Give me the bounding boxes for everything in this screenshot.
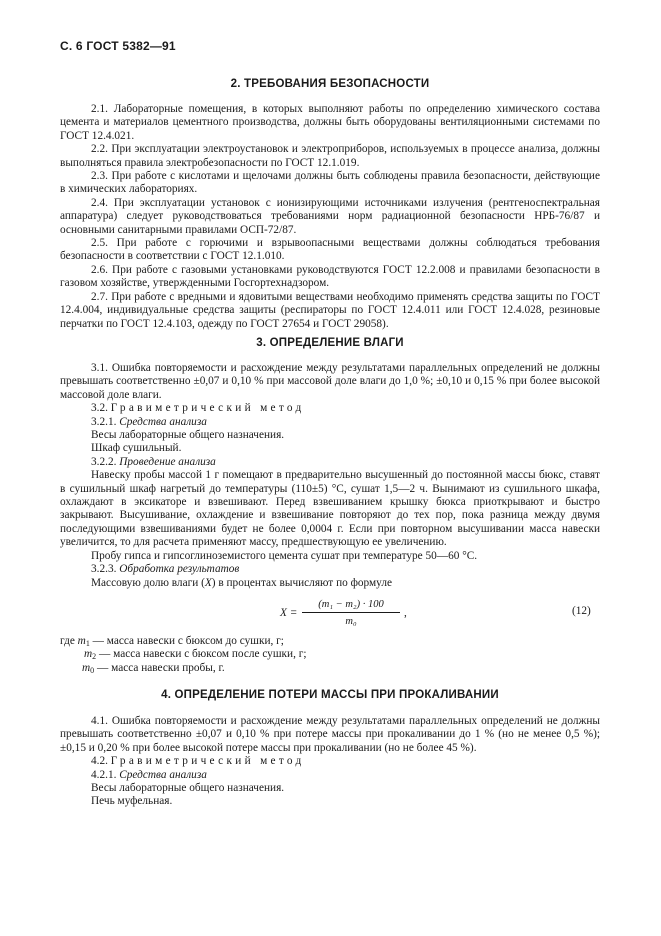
legend-item: $m_2$ — масса навески с бюксом после сушки, г; <box>84 648 307 662</box>
paragraph-2-3: 2.3. При работе с кислотами и щелочами должны быть соблюдены правила безопасности, действующие в химических лабораториях. <box>60 170 600 196</box>
paragraph-2-6: 2.6. При работе с газовыми установками руководствуются ГОСТ 12.2.008 и правилами безопасности в газовом хозяйстве, утвержденными Госгортехнадзором. <box>60 263 600 290</box>
legend-item: где $m_1$ — масса навески с бюксом до сушки, г; <box>60 635 284 648</box>
paragraph-4-1: 4.1. Ошибка повторяемости и расхождение между результатами параллельных определений не должны превышать соответственно ±0,07 и 0,10 % при потере массы при прокаливании до 1 % (но не менее 0,5 %); ±0,15 и 0,20 % при более высокой потере массы при прокаливании (но не более 45 %). <box>60 715 600 754</box>
paragraph-2-7: 2.7. При работе с вредными и ядовитыми веществами необходимо применять средства защиты по ГОСТ 12.4.004, индивидуальные средства защиты (респираторы по ГОСТ 12.4.011 или ГОСТ 12.4.028, резиновые перчатки по ГОСТ 12.4.103, одежду по ГОСТ 27654 и ГОСТ 29058). <box>60 290 600 330</box>
equipment-item: Печь муфельная. <box>91 795 173 808</box>
paragraph-2-2: 2.2. При эксплуатации электроустановок и электроприборов, используемых в процессе анализа, должны выполняться правила электробезопасности по ГОСТ 12.1.019. <box>60 143 600 169</box>
equipment-item: Весы лабораторные общего назначения. <box>91 782 285 795</box>
paragraph-4-2-1: 4.2.1. Средства анализа <box>91 768 207 781</box>
gypsum-note: Пробу гипса и гипсоглиноземистого цемента сушат при температуре 50—60 °С. <box>91 549 478 562</box>
section-2-title: 2. ТРЕБОВАНИЯ БЕЗОПАСНОСТИ <box>230 78 430 90</box>
paragraph-3-2: 3.2. Гравиметрический метод <box>91 402 305 415</box>
running-header: С. 6 ГОСТ 5382—91 <box>60 39 176 53</box>
equipment-item: Весы лабораторные общего назначения. <box>91 429 285 442</box>
paragraph-2-4: 2.4. При эксплуатации установок с ионизирующими источниками излучения (рентгеноспектральная аппаратура) следует руководствоваться требованиями норм радиационной безопасности НРБ-76/87 и основными санитарными правилами ОСП-72/87. <box>60 196 600 236</box>
formula-intro: Массовую долю влаги (X) в процентах вычисляют по формуле <box>91 576 392 589</box>
formula-legend <box>60 635 600 675</box>
paragraph-3-2-1: 3.2.1. Средства анализа <box>91 415 207 428</box>
legend-item: $m_0$ — масса навески пробы, г. <box>82 661 225 675</box>
equipment-item: Шкаф сушильный. <box>91 442 182 455</box>
fraction-bar <box>302 612 400 613</box>
formula-numerator: (m₁ − m₂) · 100 <box>318 599 384 610</box>
section-3-title: 3. ОПРЕДЕЛЕНИЕ ВЛАГИ <box>256 337 404 349</box>
section-4-title: 4. ОПРЕДЕЛЕНИЕ ПОТЕРИ МАССЫ ПРИ ПРОКАЛИВАНИИ <box>161 689 499 701</box>
section-3-body <box>60 362 600 590</box>
procedure-text: Навеску пробы массой 1 г помещают в предварительно высушенный до постоянной массы бюкс, ставят в сушильный шкаф нагретый до температуры (110±5) °С, сушат 1,5—2 ч. Вынимают из сушильного шкафа, охлаждают в эксикаторе и взвешивают. Перед взвешиванием крышку бюкса приоткрывают и быстро закрывают. Высушивание, охлаждение и взвешивание повторяют до тех пор, пока разница между двумя последующими взвешиваниями будет не более 0,0004 г. Если при повторном высушивании масса навески увеличится, то для расчета применяют массу, предшествующую ее увеличению. <box>60 469 600 549</box>
equation-number: (12) <box>572 605 591 617</box>
section-2-body <box>60 103 600 331</box>
section-4-body <box>60 715 600 809</box>
paragraph-2-5: 2.5. При работе с горючими и взрывоопасными веществами должны соблюдаться требования безопасности в соответствии с ГОСТ 12.1.010. <box>60 237 600 263</box>
paragraph-2-1: 2.1. Лабораторные помещения, в которых выполняют работы по определению химического состава цемента и материалов цементного производства, должны быть оборудованы вентиляционными системами по ГОСТ 12.4.021. <box>60 103 600 142</box>
method-name: Гравиметрический метод <box>110 755 305 768</box>
formula-lhs: X = <box>280 607 298 619</box>
moisture-formula: X = (m₁ − m₂) · 100 m₀ , <box>280 599 407 627</box>
paragraph-3-2-3: 3.2.3. Обработка результатов <box>91 563 240 576</box>
paragraph-3-2-2: 3.2.2. Проведение анализа <box>91 455 216 468</box>
formula-denominator: m₀ <box>345 616 357 627</box>
method-name: Гравиметрический метод <box>110 402 305 415</box>
paragraph-4-2: 4.2. Гравиметрический метод <box>91 755 305 768</box>
paragraph-3-1: 3.1. Ошибка повторяемости и расхождение между результатами параллельных определений не должны превышать соответственно ±0,07 и 0,10 % при массовой доле влаги до 1,0 %; ±0,10 и 0,15 % при более высокой массовой доле влаги. <box>60 362 600 401</box>
formula-fraction <box>302 598 400 628</box>
